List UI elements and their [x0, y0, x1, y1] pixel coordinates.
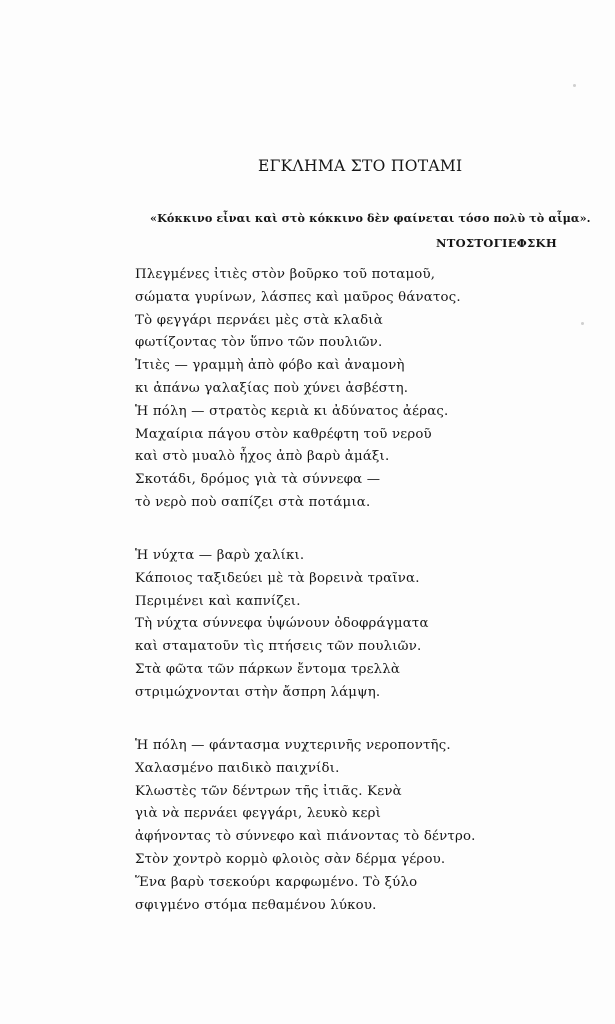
poem-line: Πλεγμένες ἰτιὲς στὸν βοῦρκο τοῦ ποταμοῦ,: [135, 267, 436, 282]
epigraph-author: ΝΤΟΣΤΟΓΙΕΦΣΚΗ: [436, 236, 558, 250]
stanza-2: [135, 545, 555, 705]
poem-line: ἀφήνοντας τὸ σύννεφο καὶ πιάνοντας τὸ δέντρο.: [135, 829, 476, 845]
poem-line: φωτίζοντας τὸν ὕπνο τῶν πουλιῶν.: [135, 335, 383, 351]
poem-line: τὸ νερὸ ποὺ σαπίζει στὰ ποτάμια.: [135, 494, 371, 510]
poem-line: σφιγμένο στόμα πεθαμένου λύκου.: [135, 897, 377, 913]
epigraph-quote: «Κόκκινο εἶναι καὶ στὸ κόκκινο δὲν φαίνεται τόσο πολὺ τὸ αἷμα».: [150, 211, 591, 225]
poem-line: Περιμένει καὶ καπνίζει.: [135, 593, 301, 609]
poem-line: Ἕνα βαρὺ τσεκούρι καρφωμένο. Τὸ ξύλο: [135, 874, 418, 890]
poem-line: καὶ στὸ μυαλὸ ἦχος ἀπὸ βαρὺ ἀμάξι.: [135, 449, 390, 465]
poem-line: Τὸ φεγγάρι περνάει μὲς στὰ κλαδιὰ: [135, 312, 383, 328]
poem-line: Ἡ πόλη — στρατὸς κεριὰ κι ἀδύνατος ἀέρας.: [135, 403, 449, 419]
poem-line: Χαλασμένο παιδικὸ παιχνίδι.: [135, 760, 340, 776]
poem-line: Στὸν χοντρὸ κορμὸ φλοιὸς σὰν δέρμα γέρου.: [135, 851, 446, 867]
poem-line: Σκοτάδι, δρόμος γιὰ τὰ σύννεφα —: [135, 472, 381, 488]
poem-line: Ἡ πόλη — φάντασμα νυχτερινῆς νεροποντῆς.: [135, 738, 451, 753]
poem-line: Τὴ νύχτα σύννεφα ὑψώνουν ὀδοφράγματα: [135, 616, 429, 632]
poem-line: Κάποιος ταξιδεύει μὲ τὰ βορεινὰ τραῖνα.: [135, 570, 420, 586]
stanza-1: [135, 264, 555, 515]
poem-line: Μαχαίρια πάγου στὸν καθρέφτη τοῦ νεροῦ: [135, 426, 432, 442]
poem-title: ΕΓΚΛΗΜΑ ΣΤΟ ΠΟΤΑΜΙ: [258, 157, 463, 175]
poem-line: κι ἀπάνω γαλαξίας ποὺ χύνει ἀσβέστη.: [135, 380, 409, 396]
poem-line: καὶ σταματοῦν τὶς πτήσεις τῶν πουλιῶν.: [135, 639, 422, 655]
poem-line: σώματα γυρίνων, λάσπες καὶ μαῦρος θάνατος.: [135, 289, 461, 305]
paper-speck: [573, 84, 576, 87]
stanza-3: [135, 735, 555, 917]
poem-line: γιὰ νὰ περνάει φεγγάρι, λευκὸ κερὶ: [135, 806, 382, 822]
poem-line: Ἡ νύχτα — βαρὺ χαλίκι.: [135, 548, 305, 563]
poem-line: Ἰτιὲς — γραμμὴ ἀπὸ φόβο καὶ ἀναμονὴ: [135, 358, 405, 374]
poem-line: Στὰ φῶτα τῶν πάρκων ἔντομα τρελλὰ: [135, 661, 401, 677]
poem-line: Κλωστὲς τῶν δέντρων τῆς ἰτιᾶς. Κενὰ: [135, 783, 402, 799]
paper-speck: [581, 322, 584, 325]
poem-line: στριμώχνονται στὴν ἄσπρη λάμψη.: [135, 684, 381, 700]
